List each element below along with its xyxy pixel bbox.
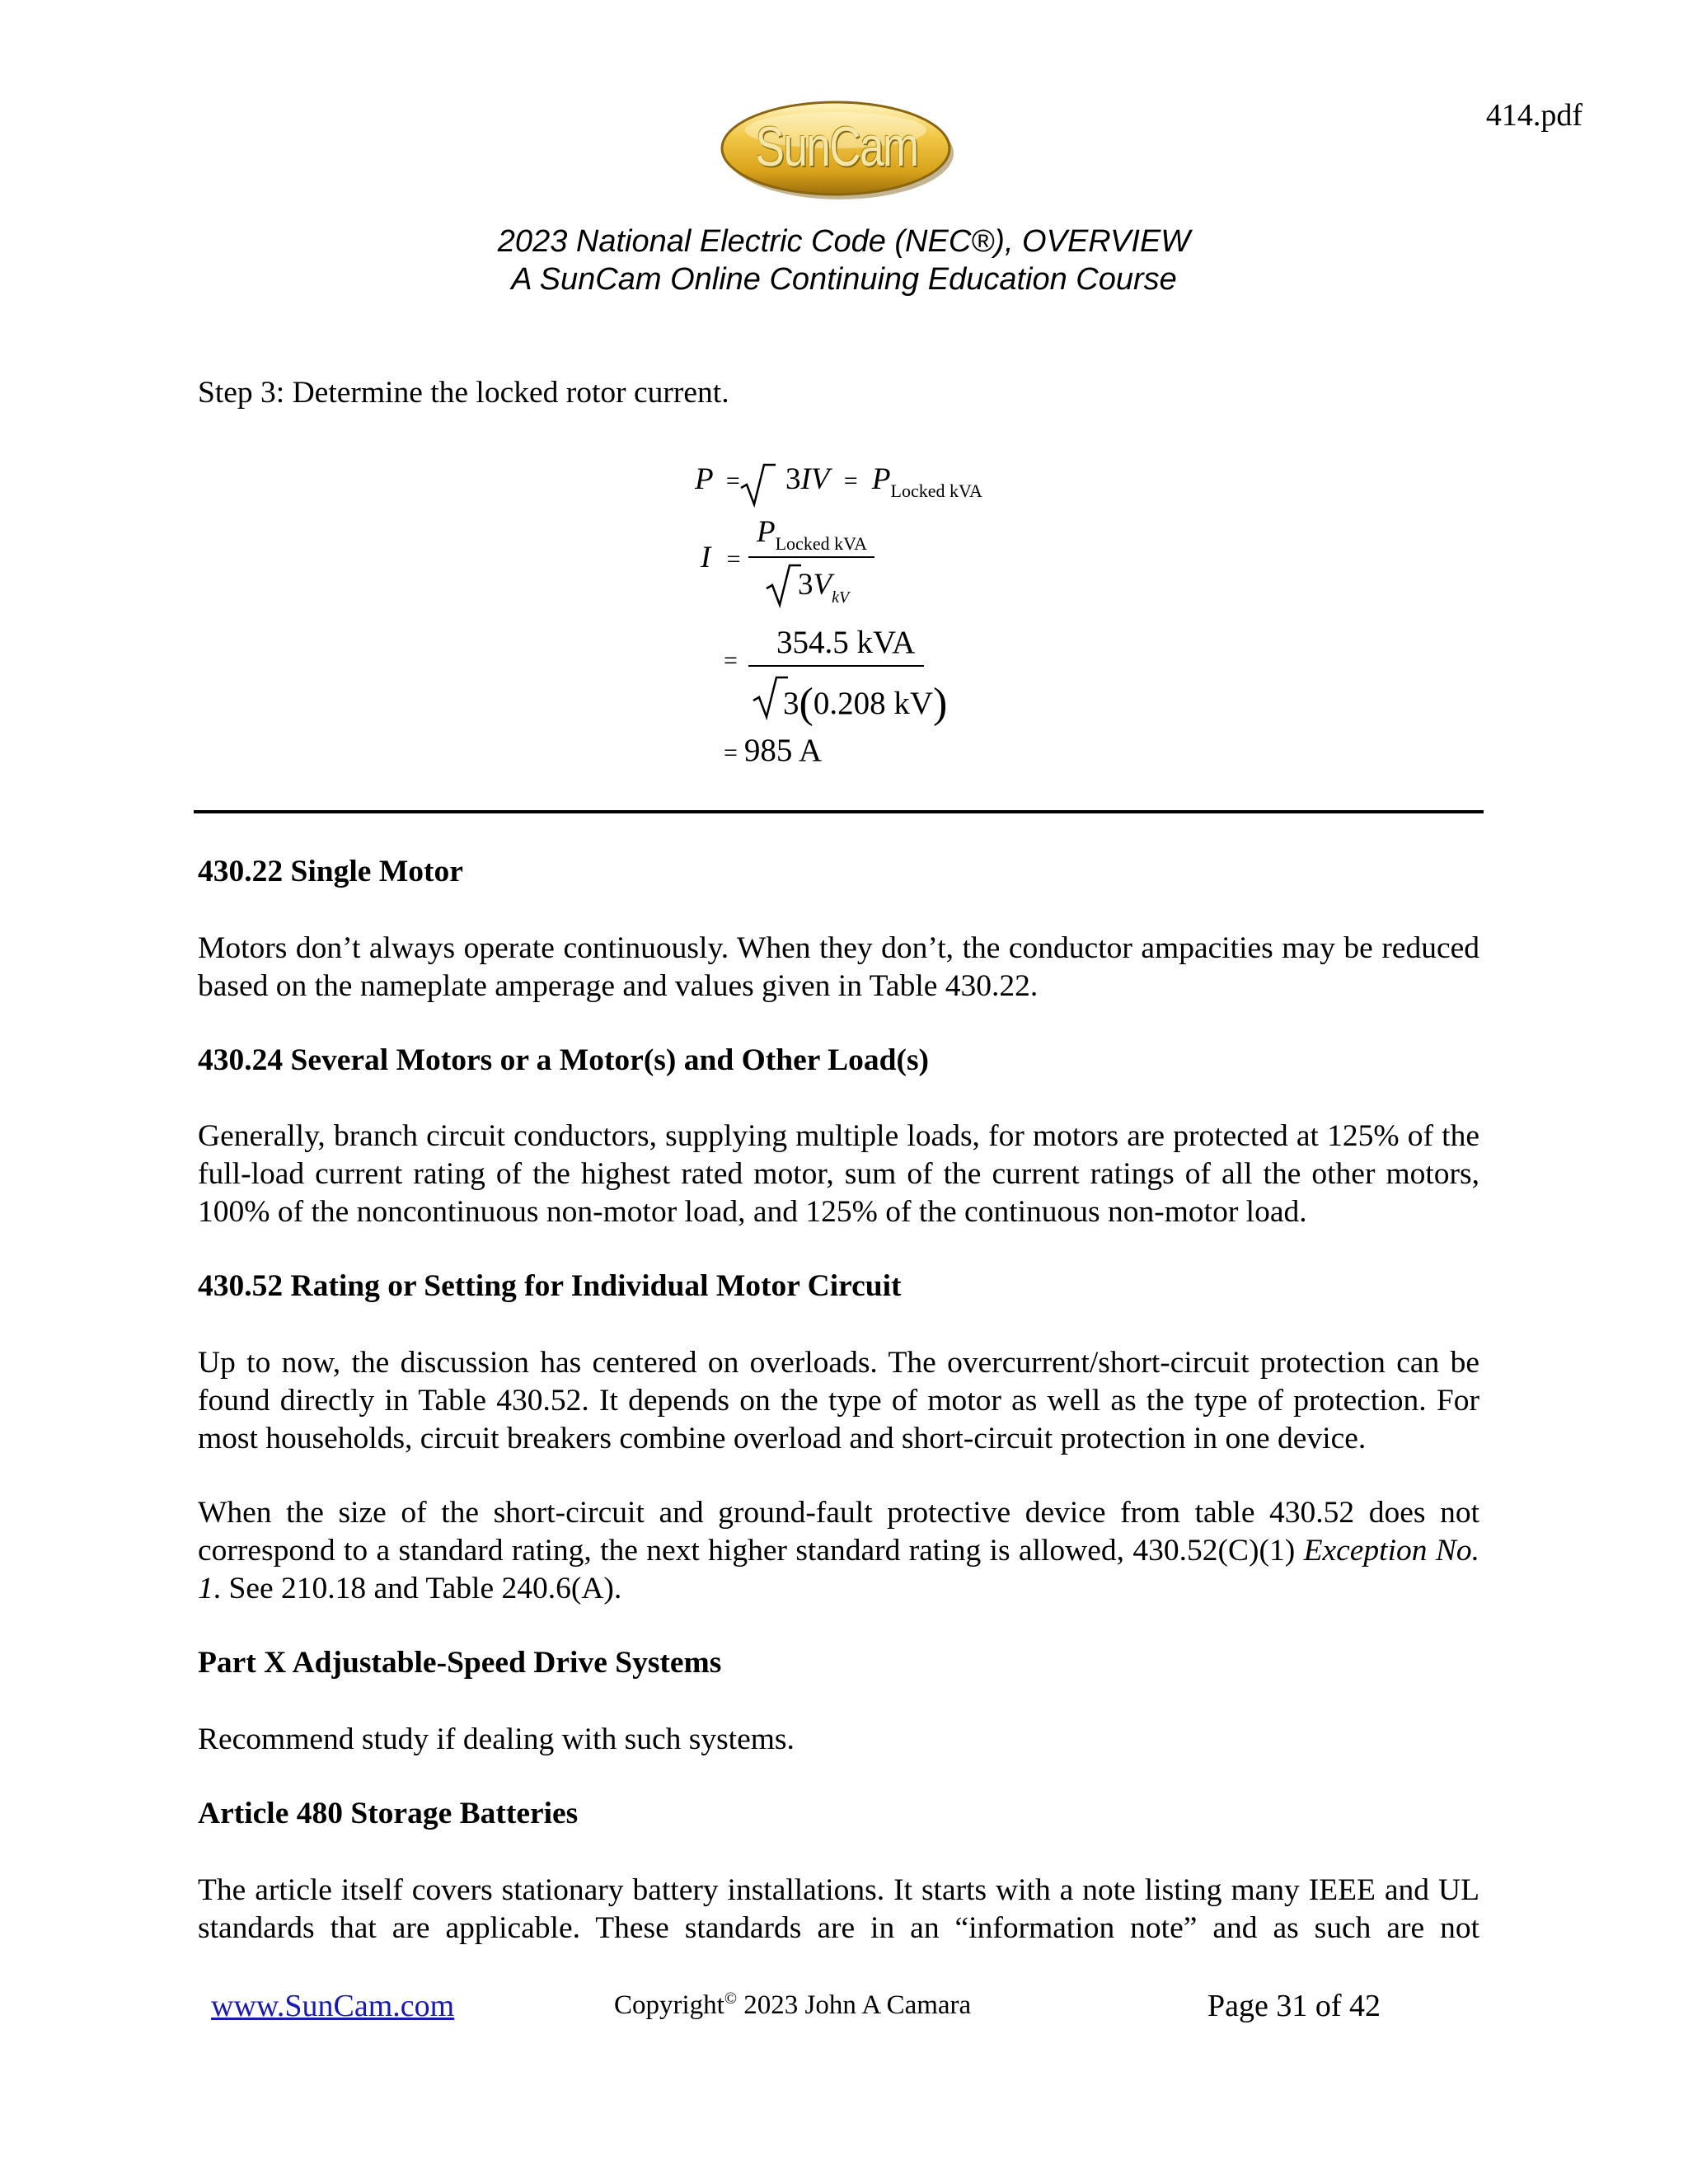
course-title: 2023 National Electric Code (NEC®), OVERVIEW [497, 224, 1191, 259]
copyright-symbol: © [724, 1990, 738, 2008]
eq3-fraction-bar [748, 665, 924, 667]
equation-power [695, 462, 982, 501]
page-number: Page 31 of 42 [1207, 1989, 1381, 2023]
eq2-lhs [701, 540, 741, 575]
section-divider [194, 810, 1484, 813]
copyright-label: Copyright [614, 1990, 724, 2020]
heading-part-x: Part X Adjustable-Speed Drive Systems [198, 1646, 722, 1680]
eq3-den-value: 0.208 kV [813, 686, 933, 721]
paragraph-part-x: Recommend study if dealing with such systems. [198, 1722, 795, 1756]
eq1-term: IV [800, 462, 830, 496]
file-label: 414.pdf [1485, 98, 1582, 133]
eq2-num-subscript: Locked kVA [775, 533, 868, 554]
eq2-den-subscript: kV [832, 588, 850, 607]
eq1-equals-2: = [843, 467, 858, 494]
eq4-value: 985 A [743, 733, 823, 768]
eq1-root: 3 [785, 462, 801, 496]
eq4-equals: = [724, 739, 738, 766]
heading-430-22: 430.22 Single Motor [198, 855, 463, 888]
paragraph-430-24: Generally, branch circuit conductors, supplying multiple loads, for motors are protected at 125% of the full-load current rating of the highest rated motor, sum of the current ratings of all the other motors, 100% of the noncontinuous non-motor load, and 125% of the continuous non-motor load. [198, 1119, 1479, 1229]
eq4-result [724, 732, 822, 769]
eq2-lhs-var: I [701, 541, 711, 574]
paragraph-article-480: The article itself covers stationary battery installations. It starts with a note listing many IEEE and UL standards that are applicable. These standards are in an “information note” and as such are not [198, 1873, 1479, 1945]
paragraph-430-52-b-tail: . See 210.18 and Table 240.6(A). [213, 1572, 622, 1605]
eq1-lhs: P [695, 462, 714, 496]
eq1-p-subscript: Locked kVA [890, 480, 982, 501]
eq2-den-root: 3 [798, 568, 814, 602]
eq2-num-var: P [757, 515, 776, 549]
eq3-equals: = [724, 647, 738, 674]
sqrt-symbol-icon [765, 562, 801, 608]
heading-430-52: 430.52 Rating or Setting for Individual Motor Circuit [198, 1269, 902, 1303]
step-3-intro: Step 3: Determine the locked rotor current. [198, 376, 729, 410]
copyright-notice [614, 1990, 971, 2021]
eq2-denominator [798, 567, 850, 607]
eq3-denominator: 3(0.208 kV) [783, 680, 948, 727]
paragraph-430-22: Motors don’t always operate continuously. When they don’t, the conductor ampacities may be reduced based on the nameplate amperage and values given in Table 430.22. [198, 931, 1479, 1003]
heading-430-24: 430.24 Several Motors or a Motor(s) and Other Load(s) [198, 1043, 930, 1077]
suncam-logo [717, 97, 956, 204]
eq2-fraction-bar [748, 556, 874, 558]
sqrt-symbol-icon [739, 462, 776, 508]
heading-article-480: Article 480 Storage Batteries [198, 1797, 579, 1830]
paragraph-430-52-b-text: When the size of the short-circuit and ground-fault protective device from table 430.52 does not correspond to a standard rating, the next higher standard rating is allowed, 430.52(C)(1) [198, 1496, 1479, 1568]
eq3-den-root: 3 [783, 686, 799, 721]
eq1-equals: = [725, 467, 740, 494]
eq1-p: P [871, 462, 891, 496]
eq2-numerator [757, 514, 868, 554]
paragraph-430-52-b [198, 1494, 1479, 1608]
paragraph-430-52-a: Up to now, the discussion has centered on overloads. The overcurrent/short-circuit protection can be found directly in Table 430.52. It depends on the type of motor as well as the type of protection. For most households, circuit breakers combine overload and short-circuit protection in one device. [198, 1346, 1479, 1455]
copyright-holder: 2023 John A Camara [737, 1990, 972, 2020]
eq3-numerator: 354.5 kVA [776, 625, 916, 660]
exception-reference: Exception No. 1 [198, 1534, 1479, 1605]
eq2-den-var: V [813, 568, 832, 602]
logo-text: SunCam [755, 115, 918, 178]
eq2-equals: = [726, 546, 741, 573]
course-subtitle: A SunCam Online Continuing Education Course [511, 262, 1177, 297]
suncam-website-link[interactable]: www.SunCam.com [211, 1989, 455, 2023]
